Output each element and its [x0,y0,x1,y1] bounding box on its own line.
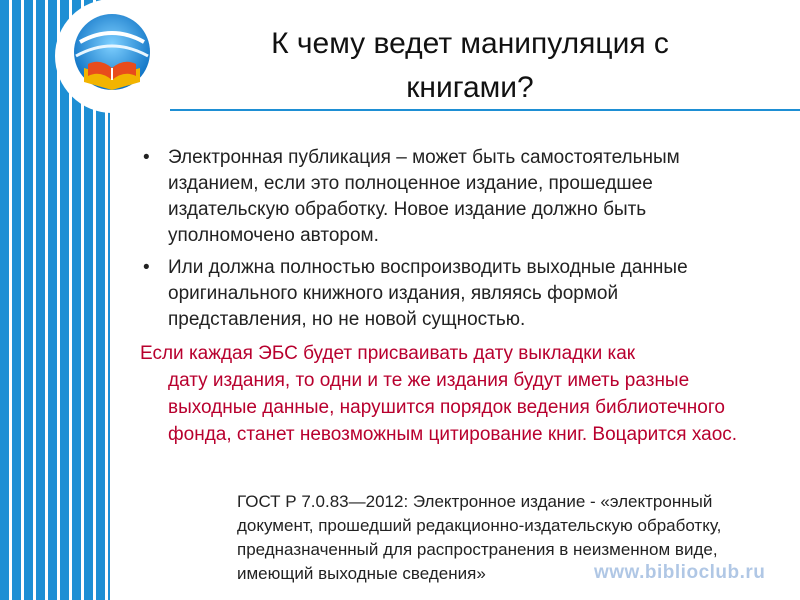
gost-definition: ГОСТ Р 7.0.83—2012: Электронное издание - «электронный документ, прошедший редакционно-издательскую обработку, предназначенный для распространения в неизменном виде, имеющий выходные сведения» [237,492,722,583]
bullet-marker: • [143,257,150,278]
bullet-text: Или должна полностью воспроизводить выходные данные оригинального книжного издания, являясь формой представления, но не новой сущностью. [168,257,688,330]
bullet-text: Электронная публикация – может быть самостоятельным изданием, если это полноценное издание, прошедшее издательскую обработку. Новое издание должно быть уполномочено автором. [168,147,680,246]
slide-title [170,22,770,110]
bullet-marker: • [143,147,150,168]
book-globe-logo-icon [58,2,166,110]
title-line-2: книгами? [406,71,534,104]
title-divider [170,109,800,111]
warning-first-line: Если каждая ЭБС будет присваивать дату выкладки как [140,343,636,364]
warning-rest: дату издания, то одни и те же издания будут иметь разные выходные данные, нарушится порядок ведения библиотечного фонда, станет невозможным цитирование книг. Воцарится хаос. [168,370,738,445]
list-item [140,145,760,249]
bullet-list [140,145,760,339]
title-line-1: К чему ведет манипуляция с [271,27,669,60]
logo [58,2,166,110]
list-item [140,255,760,333]
watermark: www.biblioclub.ru [594,562,766,583]
highlighted-warning [140,340,760,448]
